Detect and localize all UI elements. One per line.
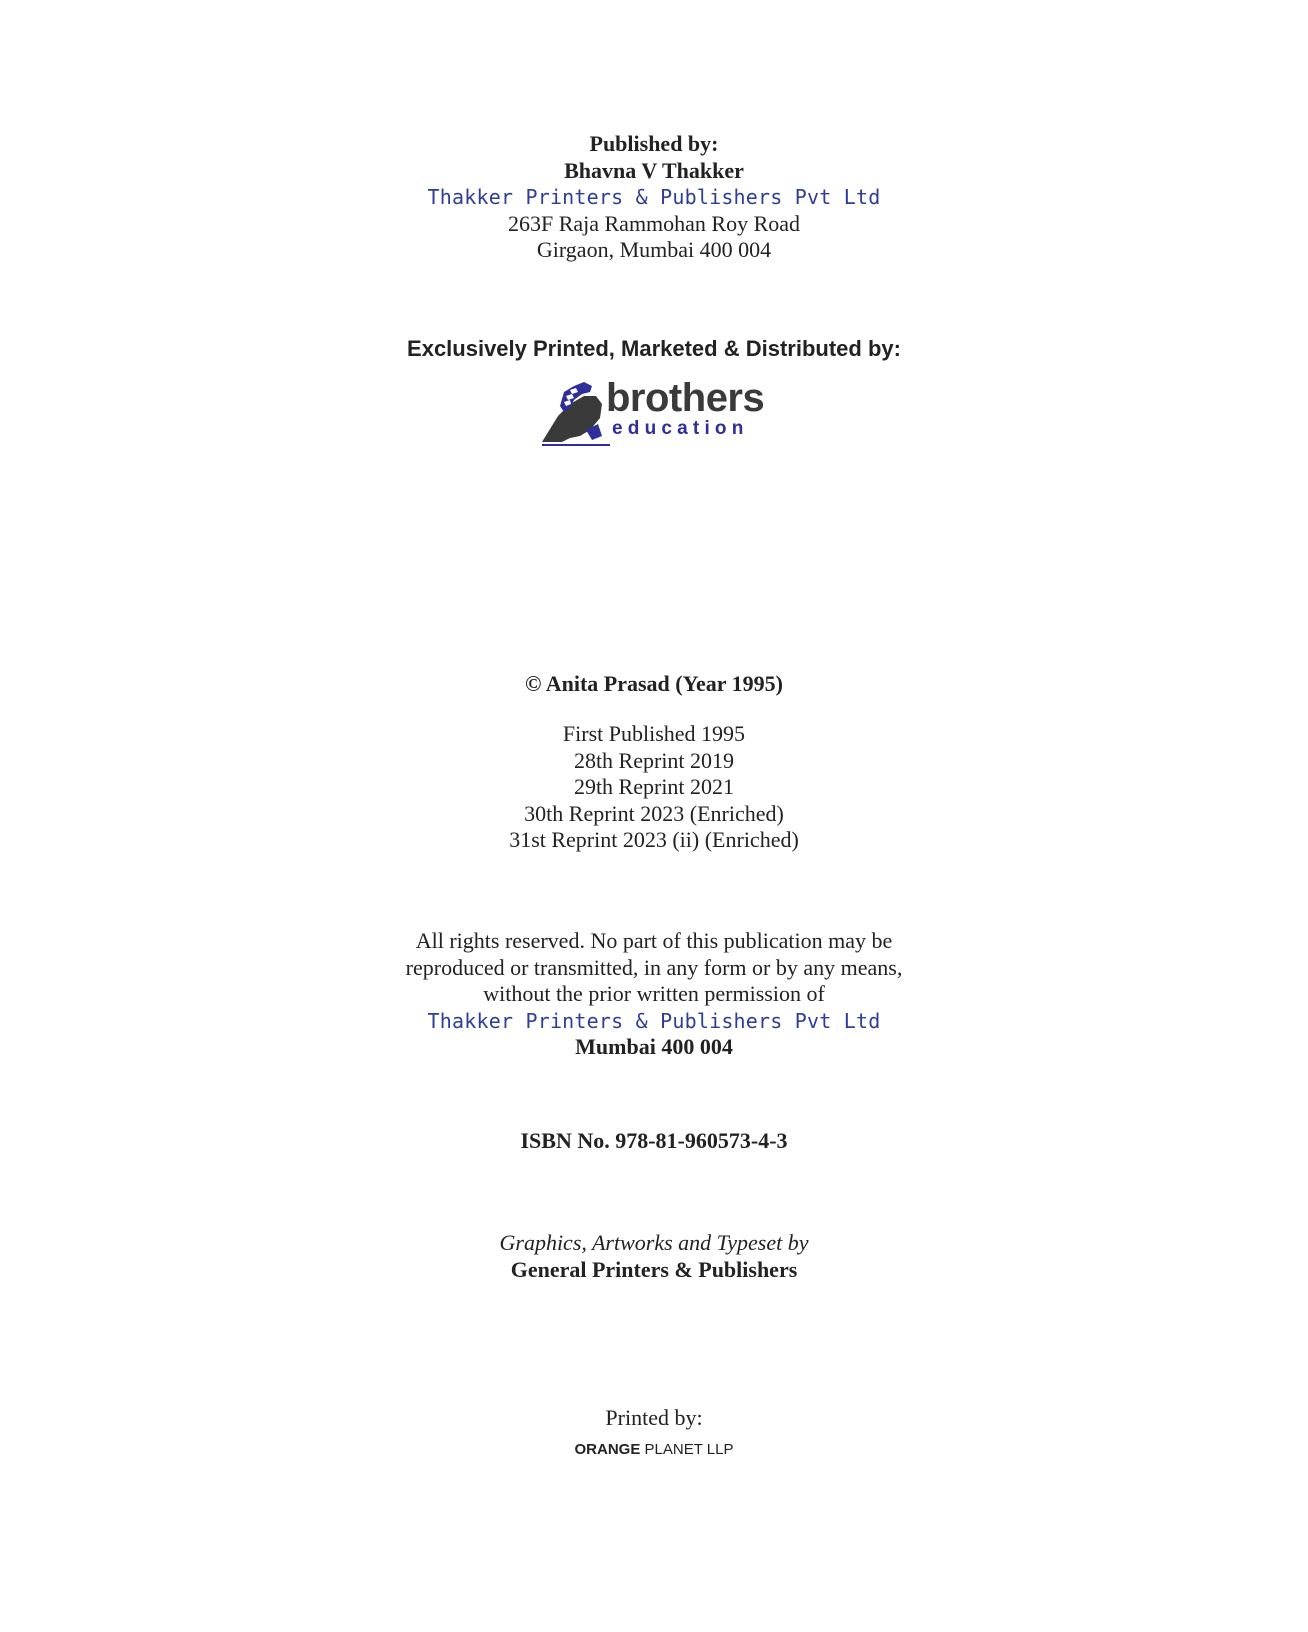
editions-list xyxy=(0,721,1308,854)
rights-line3: without the prior written permission of xyxy=(483,981,825,1006)
logo-text-main: brothers xyxy=(606,376,765,420)
edition-line: 29th Reprint 2021 xyxy=(573,774,735,799)
edition-line: 28th Reprint 2019 xyxy=(573,747,735,773)
printer-name-bold: ORANGE xyxy=(574,1441,641,1458)
printer-heading: Printed by: xyxy=(605,1405,703,1430)
copyright-block xyxy=(0,671,1308,698)
distributor-heading: Exclusively Printed, Marketed & Distributed by: xyxy=(407,336,901,361)
publisher-name: Bhavna V Thakker xyxy=(564,157,744,183)
printer-name-block xyxy=(0,1440,1308,1460)
rights-city: Mumbai 400 004 xyxy=(575,1034,733,1059)
rights-company: Thakker Printers & Publishers Pvt Ltd xyxy=(427,1008,881,1033)
rights-line2: reproduced or transmitted, in any form or by any means, xyxy=(405,954,903,980)
publisher-address-line1: 263F Raja Rammohan Roy Road xyxy=(507,210,801,236)
logo-text-sub: education xyxy=(612,418,749,439)
printer-name xyxy=(0,1440,1308,1460)
typeset-line1: Graphics, Artworks and Typeset by xyxy=(499,1230,809,1255)
brothers-education-logo xyxy=(540,378,770,450)
publisher-company: Thakker Printers & Publishers Pvt Ltd xyxy=(427,185,881,209)
printer-name-rest: PLANET LLP xyxy=(640,1441,734,1458)
copyright-notice: © Anita Prasad (Year 1995) xyxy=(524,671,784,696)
edition-line: 30th Reprint 2023 (Enriched) xyxy=(524,800,784,826)
printer-block xyxy=(0,1405,1308,1432)
publisher-block xyxy=(0,131,1308,264)
isbn-number: ISBN No. 978-81-960573-4-3 xyxy=(520,1128,788,1153)
typeset-block xyxy=(0,1230,1308,1283)
isbn-block xyxy=(0,1128,1308,1155)
handshake-icon xyxy=(540,378,610,450)
edition-line: 31st Reprint 2023 (ii) (Enriched) xyxy=(509,827,799,852)
distributor-block xyxy=(0,336,1308,363)
rights-line1: All rights reserved. No part of this publication may be xyxy=(415,928,893,953)
rights-block xyxy=(0,928,1308,1061)
publisher-heading: Published by: xyxy=(589,131,719,156)
typeset-line2: General Printers & Publishers xyxy=(510,1256,798,1282)
publisher-address-line2: Girgaon, Mumbai 400 004 xyxy=(536,237,772,262)
edition-line: First Published 1995 xyxy=(562,721,746,746)
